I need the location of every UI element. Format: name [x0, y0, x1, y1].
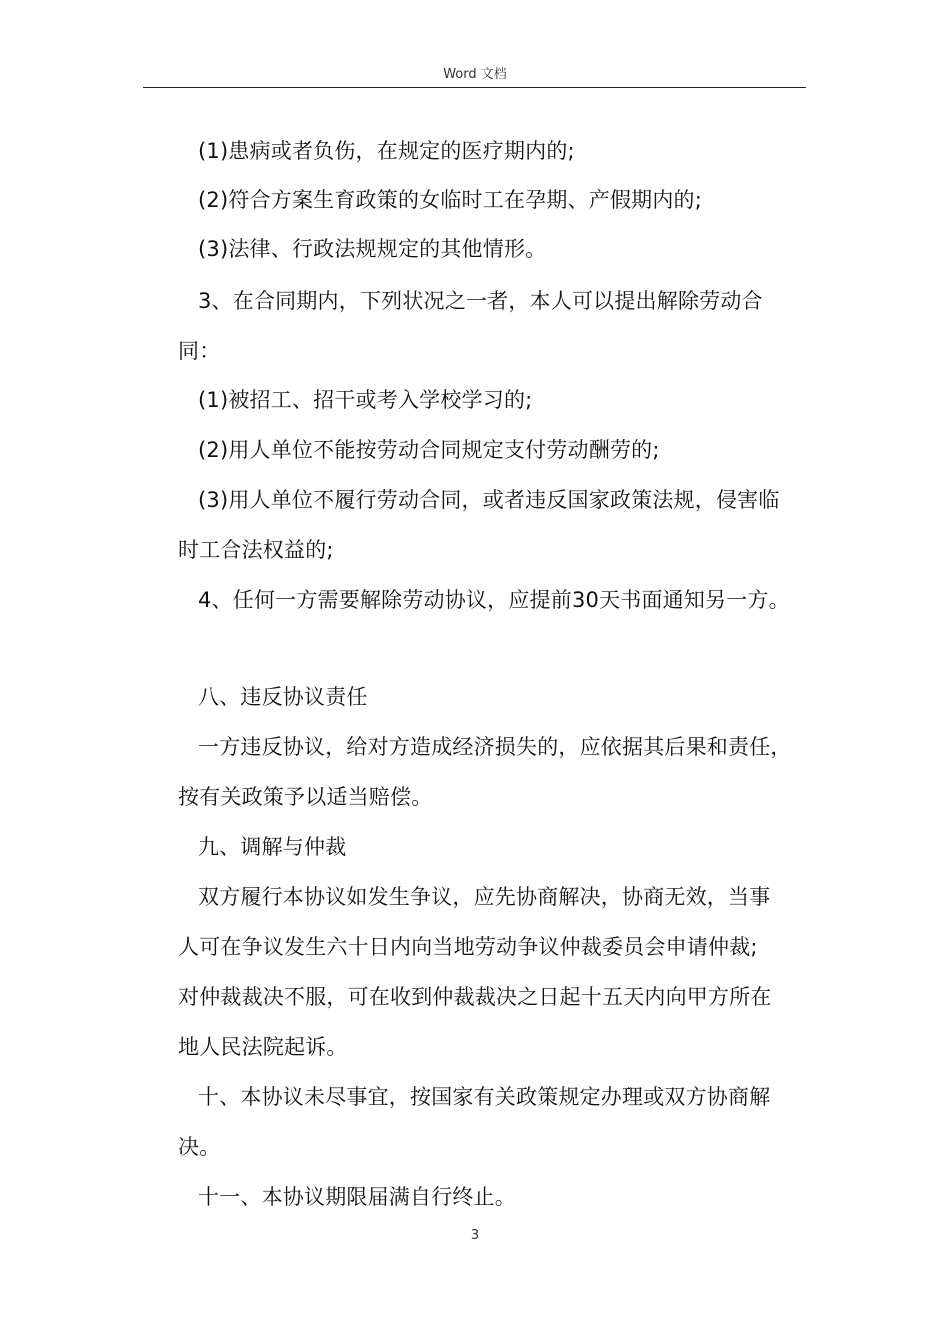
paragraph-line: (2)用人单位不能按劳动合同规定支付劳动酬劳的;	[198, 438, 660, 462]
section-heading: 八、违反协议责任	[198, 685, 368, 709]
paragraph-line: 人可在争议发生六十日内向当地劳动争议仲裁委员会申请仲裁;	[178, 935, 758, 959]
paragraph-line: (3)法律、行政法规规定的其他情形。	[198, 237, 547, 261]
page-header: Word 文档	[443, 67, 507, 82]
paragraph-line: 地人民法院起诉。	[178, 1035, 348, 1059]
section-heading: 九、调解与仲裁	[198, 835, 347, 859]
paragraph-line: (3)用人单位不履行劳动合同，或者违反国家政策法规，侵害临	[198, 488, 780, 512]
paragraph-line: 一方违反协议，给对方造成经济损失的，应依据其后果和责任，	[198, 735, 792, 759]
paragraph-line: (1)被招工、招干或考入学校学习的;	[198, 388, 533, 412]
paragraph-line: 十一、本协议期限届满自行终止。	[198, 1185, 516, 1209]
paragraph-line: 3、在合同期内，下列状况之一者，本人可以提出解除劳动合	[198, 289, 763, 313]
paragraph-line: (2)符合方案生育政策的女临时工在孕期、产假期内的;	[198, 188, 703, 212]
paragraph-line: (1)患病或者负伤，在规定的医疗期内的;	[198, 139, 575, 163]
paragraph-line: 双方履行本协议如发生争议，应先协商解决，协商无效，当事	[198, 885, 771, 909]
page-number: 3	[470, 1228, 480, 1243]
paragraph-line: 4、任何一方需要解除劳动协议，应提前30天书面通知另一方。	[198, 588, 790, 612]
paragraph-line: 对仲裁裁决不服，可在收到仲裁裁决之日起十五天内向甲方所在	[178, 985, 772, 1009]
paragraph-line: 决。	[178, 1135, 221, 1159]
paragraph-line: 按有关政策予以适当赔偿。	[178, 785, 433, 809]
paragraph-line: 同：	[178, 339, 221, 363]
header-divider	[143, 87, 806, 88]
paragraph-line: 十、本协议未尽事宜，按国家有关政策规定办理或双方协商解	[198, 1085, 771, 1109]
paragraph-line: 时工合法权益的;	[178, 538, 334, 562]
